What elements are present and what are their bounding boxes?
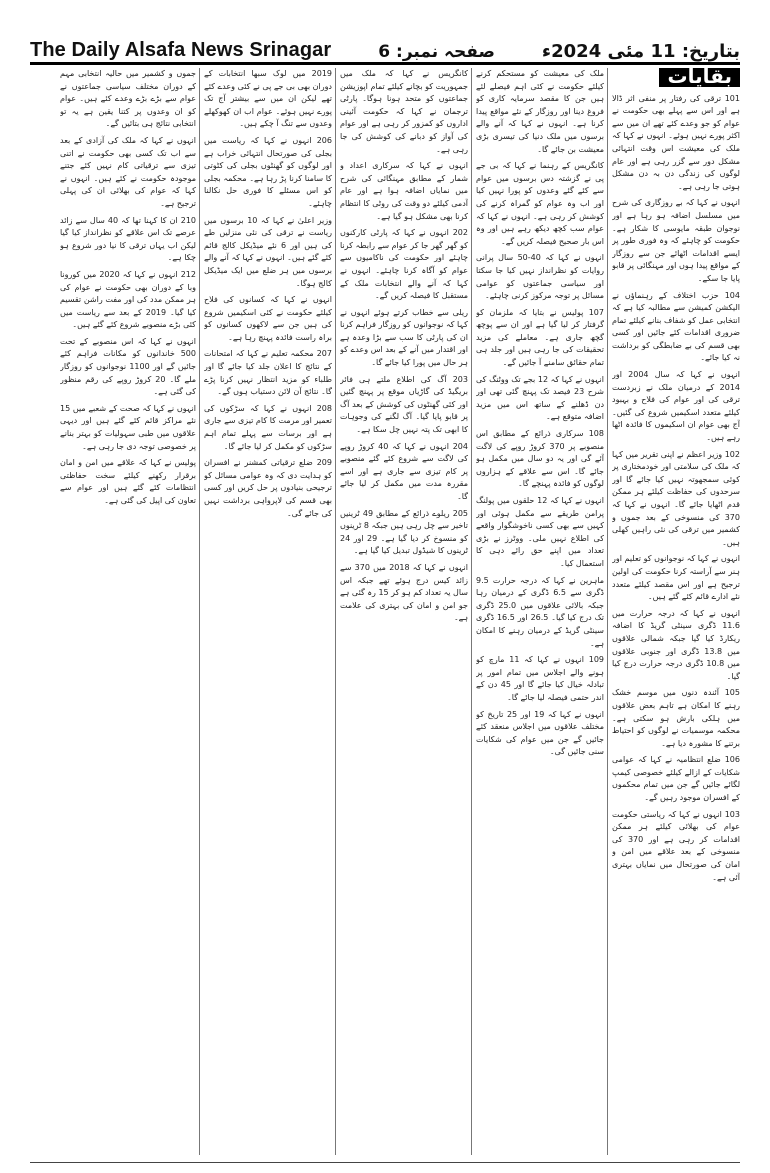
masthead-rule — [30, 62, 740, 65]
article-paragraph: 108 سرکاری ذرائع کے مطابق اس منصوبے پر 370 کروڑ روپے کی لاگت آئے گی اور یہ دو سال میں مکمل ہو جائے گا۔ اس سے علاقے کے ہزاروں لوگوں کو فائدہ پہنچے گا۔ — [476, 429, 604, 489]
article-paragraph: 203 آگ کی اطلاع ملتے ہی فائر بریگیڈ کی گاڑیاں موقع پر پہنچ گئیں اور کئی گھنٹوں کی کوشش کے بعد آگ پر قابو پایا گیا۔ آگ لگنے کی وجوہات کا ابھی تک پتہ نہیں چل سکا ہے۔ — [340, 374, 468, 435]
article-paragraph: جموں و کشمیر میں حالیہ انتخابی مہم کے دوران مختلف سیاسی جماعتوں نے عوام سے بڑے بڑے وعدے کئے ہیں۔ عوام کو ان وعدوں پر کتنا یقین ہے یہ تو انتخابی نتائج ہی بتائیں گے۔ — [60, 69, 196, 129]
article-paragraph: کانگریس کے رہنما نے کہا کہ بی جے پی نے گزشتہ دس برسوں میں عوام سے کئے گئے وعدوں کو پورا نہیں کیا اور اب وہ عوام کو گمراہ کرنے کی کوشش کر رہی ہے۔ انہوں نے کہا کہ عوام سب کچھ دیکھ رہے ہیں اور وہ اس بار صحیح فیصلہ کریں گے۔ — [476, 161, 604, 246]
article-paragraph: کانگریس نے کہا کہ ملک میں جمہوریت کو بچانے کیلئے تمام اپوزیشن جماعتوں کو متحد ہونا ہوگا۔ پارٹی ترجمان نے کہا کہ حکومت آئینی اداروں کو کمزور کر رہی ہے اور عوام کی آواز کو دبانے کی کوشش کی جا رہی ہے۔ — [340, 69, 468, 154]
article-paragraph: انہوں نے کہا کہ 12 حلقوں میں پولنگ پرامن طریقے سے مکمل ہوئی اور کہیں سے بھی کسی ناخوشگوار واقعے کی اطلاع نہیں ملی۔ ووٹرز نے بڑی تعداد میں اپنے حق رائے دہی کا استعمال کیا۔ — [476, 496, 604, 568]
article-paragraph: پولیس نے کہا کہ علاقے میں امن و امان برقرار رکھنے کیلئے سخت حفاظتی انتظامات کئے گئے ہیں اور عوام سے تعاون کی اپیل کی گئی ہے۔ — [60, 458, 196, 505]
date-label: بتاریخ: 11 مئی 2024ء — [541, 41, 740, 62]
masthead — [30, 30, 740, 62]
article-paragraph: ماہرین نے کہا کہ درجہ حرارت 9.5 ڈگری سے 6.5 ڈگری کے درمیان رہا جبکہ بالائی علاقوں میں 25.0 ڈگری تک درج کیا گیا۔ 26.5 اور 16.5 ڈگری سینٹی گریڈ کے درمیان رہنے کا امکان ہے۔ — [476, 575, 604, 648]
column-2 — [476, 68, 604, 1155]
article-paragraph: 101 ترقی کی رفتار پر منفی اثر ڈالا ہے اور اس سے پہلے بھی حکومت نے عوام کو جو وعدے کئے تھے ان میں سے اکثر پورے نہیں ہوئے۔ انہوں نے کہا کہ ملک کی معیشت اس وقت انتہائی مشکل دور سے گزر رہی ہے اور عام لوگوں کی زندگی دن بہ دن مشکل ہوتی جا رہی ہے۔ — [612, 93, 740, 191]
article-paragraph: 206 انہوں نے کہا کہ ریاست میں بجلی کی صورتحال انتہائی خراب ہے اور لوگوں کو گھنٹوں بجلی کی کٹوتی کا سامنا کرنا پڑ رہا ہے۔ محکمہ بجلی کو اس مسئلے کا فوری حل نکالنا چاہئے۔ — [204, 135, 332, 208]
column-divider — [607, 68, 608, 1155]
article-paragraph: 107 پولیس نے بتایا کہ ملزمان کو گرفتار کر لیا گیا ہے اور ان سے پوچھ گچھ جاری ہے۔ معاملے کی مزید تحقیقات کی جا رہی ہیں اور جلد ہی تمام حقائق سامنے آ جائیں گے۔ — [476, 307, 604, 368]
column-5 — [60, 68, 196, 1155]
article-paragraph: انہوں نے کہا کہ ملک کی آزادی کے بعد سے اب تک کسی بھی حکومت نے اتنی تیزی سے ترقیاتی کام نہیں کئے جتنے موجودہ حکومت نے کئے ہیں۔ انہوں نے کہا کہ عوام کی بھلائی ان کی پہلی ترجیح ہے۔ — [60, 135, 196, 208]
article-paragraph: 209 ضلع ترقیاتی کمشنر نے افسران کو ہدایت دی کہ وہ عوامی مسائل کو ترجیحی بنیادوں پر حل کریں اور کسی بھی قسم کی لاپرواہی برداشت نہیں کی جائے گی۔ — [204, 458, 332, 518]
column-3 — [340, 68, 468, 1155]
column-4 — [204, 68, 332, 1155]
column-1 — [612, 68, 740, 1155]
article-paragraph: انہوں نے کہا کہ 12 بجے تک ووٹنگ کی شرح 23 فیصد تک پہنچ گئی تھی اور دن ڈھلنے کے ساتھ اس میں مزید اضافہ متوقع ہے۔ — [476, 374, 604, 422]
section-banner: بقایات — [659, 68, 740, 87]
article-paragraph: 2019 میں لوک سبھا انتخابات کے دوران بھی بی جے پی نے کئی وعدے کئے تھے لیکن ان میں سے بیشتر آج تک پورے نہیں ہوئے۔ عوام اب ان کھوکھلے وعدوں سے تنگ آ چکے ہیں۔ — [204, 69, 332, 129]
footer-rule — [30, 1162, 740, 1163]
article-paragraph: انہوں نے کہا کہ نوجوانوں کو تعلیم اور ہنر سے آراستہ کرنا حکومت کی اولین ترجیح ہے اور اس مقصد کیلئے متعدد نئے ادارے قائم کئے گئے ہیں۔ — [612, 554, 740, 602]
article-paragraph: انہوں نے کہا کہ بے روزگاری کی شرح میں مسلسل اضافہ ہو رہا ہے اور نوجوان طبقہ مایوسی کا شکار ہے۔ حکومت کو چاہئے کہ وہ فوری طور پر ایسے اقدامات اٹھائے جن سے روزگار کے مواقع پیدا ہوں اور مہنگائی پر قابو پایا جا سکے۔ — [612, 198, 740, 283]
article-paragraph: 208 انہوں نے کہا کہ سڑکوں کی تعمیر اور مرمت کا کام تیزی سے جاری ہے اور برسات سے پہلے تمام اہم سڑکوں کو مکمل کر لیا جائے گا۔ — [204, 403, 332, 451]
article-paragraph: 210 ان کا کہنا تھا کہ 40 سال سے زائد عرصے تک اس علاقے کو نظرانداز کیا گیا لیکن اب یہاں ترقی کا نیا دور شروع ہو چکا ہے۔ — [60, 215, 196, 263]
article-paragraph: ریلی سے خطاب کرتے ہوئے انہوں نے کہا کہ نوجوانوں کو روزگار فراہم کرنا ان کی پارٹی کا سب سے بڑا وعدہ ہے اور اقتدار میں آنے کے بعد اس وعدے کو ہر حال میں پورا کیا جائے گا۔ — [340, 307, 468, 368]
column-divider — [199, 68, 200, 1155]
article-paragraph: انہوں نے کہا کہ اس منصوبے کے تحت 500 خاندانوں کو مکانات فراہم کئے جائیں گے اور 1100 نوجوانوں کو روزگار ملے گا۔ 20 کروڑ روپے کی رقم منظور کی گئی ہے۔ — [60, 336, 196, 397]
article-paragraph: 109 انہوں نے کہا کہ 11 مارچ کو ہونے والے اجلاس میں تمام امور پر تبادلہ خیال کیا جائے گا اور 45 دن کے اندر حتمی فیصلہ لیا جائے گا۔ — [476, 655, 604, 702]
article-paragraph: انہوں نے کہا کہ سرکاری اعداد و شمار کے مطابق مہنگائی کی شرح میں نمایاں اضافہ ہوا ہے اور عام آدمی کیلئے دو وقت کی روٹی کا انتظام کرنا بھی مشکل ہو گیا ہے۔ — [340, 161, 468, 221]
article-paragraph: وزیر اعلیٰ نے کہا کہ 10 برسوں میں ریاست نے ترقی کی نئی منزلیں طے کی ہیں اور 6 نئے میڈیکل کالج قائم کئے گئے ہیں۔ انہوں نے کہا کہ آنے والے برسوں میں ہر ضلع میں ایک میڈیکل کالج ہوگا۔ — [204, 215, 332, 288]
article-paragraph: 103 انہوں نے کہا کہ ریاستی حکومت عوام کی بھلائی کیلئے ہر ممکن اقدامات کر رہی ہے اور 370 کی منسوخی کے بعد علاقے میں امن و امان کی صورتحال میں نمایاں بہتری آئی ہے۔ — [612, 809, 740, 882]
article-paragraph: انہوں نے کہا کہ سال 2004 اور 2014 کے درمیان ملک نے زبردست ترقی کی اور عوام کی فلاح و بہبود کیلئے متعدد اسکیمیں شروع کی گئیں۔ آج بھی عوام ان اسکیموں کا فائدہ اٹھا رہے ہیں۔ — [612, 370, 740, 443]
article-paragraph: 202 انہوں نے کہا کہ پارٹی کارکنوں کو گھر گھر جا کر عوام سے رابطہ کرنا چاہئے اور حکومت کی ناکامیوں سے عوام کو آگاہ کرنا چاہئے۔ انہوں نے کہا کہ آنے والے انتخابات ملک کے مستقبل کا فیصلہ کریں گے۔ — [340, 228, 468, 301]
column-divider — [471, 68, 472, 1155]
article-paragraph: 207 محکمہ تعلیم نے کہا کہ امتحانات کے نتائج کا اعلان جلد کیا جائے گا اور طلباء کو مزید انتظار نہیں کرنا پڑے گا۔ نتائج آن لائن دستیاب ہوں گے۔ — [204, 349, 332, 397]
article-paragraph: انہوں نے کہا کہ 19 اور 25 تاریخ کو مختلف علاقوں میں اجلاس منعقد کئے جائیں گے جن میں عوام کی شکایات سنی جائیں گی۔ — [476, 709, 604, 757]
article-paragraph: انہوں نے کہا کہ صحت کے شعبے میں 15 نئے مراکز قائم کئے گئے ہیں اور دیہی علاقوں میں طبی سہولیات کو بہتر بنانے پر خصوصی توجہ دی جا رہی ہے۔ — [60, 403, 196, 451]
article-paragraph: 105 آئندہ دنوں میں موسم خشک رہنے کا امکان ہے تاہم بعض علاقوں میں ہلکی بارش ہو سکتی ہے۔ محکمہ موسمیات نے لوگوں کو احتیاط برتنے کا مشورہ دیا ہے۔ — [612, 688, 740, 748]
page-number-label: صفحہ نمبر: 6 — [378, 42, 495, 62]
article-paragraph: انہوں نے کہا کہ 40-50 سال پرانی روایات کو نظرانداز نہیں کیا جا سکتا اور سیاسی جماعتوں کو عوامی مسائل پر توجہ مرکوز کرنی چاہئے۔ — [476, 253, 604, 301]
article-paragraph: 205 ریلوے ذرائع کے مطابق 49 ٹرینیں تاخیر سے چل رہی ہیں جبکہ 8 ٹرینوں کو منسوخ کر دیا گیا ہے۔ 29 اور 24 ٹرینوں کا شیڈول تبدیل کیا گیا ہے۔ — [340, 508, 468, 556]
article-paragraph: 212 انہوں نے کہا کہ 2020 میں کورونا وبا کے دوران بھی حکومت نے عوام کی ہر ممکن مدد کی اور مفت راشن تقسیم کیا گیا۔ 2019 کے بعد سے ریاست میں کئی بڑے منصوبے شروع کئے گئے ہیں۔ — [60, 269, 196, 330]
article-paragraph: 106 ضلع انتظامیہ نے کہا کہ عوامی شکایات کے ازالے کیلئے خصوصی کیمپ لگائے جائیں گے جن میں تمام محکموں کے افسران موجود رہیں گے۔ — [612, 755, 740, 803]
article-paragraph: انہوں نے کہا کہ 2018 میں 370 سے زائد کیس درج ہوئے تھے جبکہ اس سال یہ تعداد کم ہو کر 15 رہ گئی ہے جو امن و امان کی بہتری کی علامت ہے۔ — [340, 562, 468, 623]
article-paragraph: ملک کی معیشت کو مستحکم کرنے کیلئے حکومت نے کئی اہم فیصلے لئے ہیں جن کا مقصد سرمایہ کاری کو فروغ دینا اور روزگار کے نئے مواقع پیدا کرنا ہے۔ انہوں نے کہا کہ آنے والے برسوں میں ملک دنیا کی تیسری بڑی معیشت بن جائے گا۔ — [476, 69, 604, 154]
article-paragraph: 204 انہوں نے کہا کہ 40 کروڑ روپے کی لاگت سے شروع کئے گئے منصوبے پر کام تیزی سے جاری ہے اور اسے مقررہ مدت میں مکمل کر لیا جائے گا۔ — [340, 441, 468, 501]
article-paragraph: 102 وزیر اعظم نے اپنی تقریر میں کہا کہ ملک کی سلامتی اور خودمختاری پر کوئی سمجھوتہ نہیں کیا جائے گا اور سرحدوں کی حفاظت کیلئے ہر ممکن قدم اٹھایا جائے گا۔ انہوں نے کہا کہ 370 کی منسوخی کے بعد جموں و کشمیر میں ترقی کی نئی راہیں کھلی ہیں۔ — [612, 449, 740, 547]
article-paragraph: انہوں نے کہا کہ درجہ حرارت میں 11.6 ڈگری سینٹی گریڈ کا اضافہ ریکارڈ کیا گیا جبکہ شمالی علاقوں میں 13.8 ڈگری اور جنوبی علاقوں میں 10.8 ڈگری درجہ حرارت درج کیا گیا۔ — [612, 608, 740, 681]
column-divider — [335, 68, 336, 1155]
paper-name: The Daily Alsafa News Srinagar — [30, 39, 332, 61]
article-paragraph: انہوں نے کہا کہ کسانوں کی فلاح کیلئے حکومت نے کئی اسکیمیں شروع کی ہیں جن سے لاکھوں کسانوں کو براہ راست فائدہ پہنچ رہا ہے۔ — [204, 295, 332, 342]
article-paragraph: 104 حزب اختلاف کے رہنماؤں نے الیکشن کمیشن سے مطالبہ کیا ہے کہ انتخابی عمل کو شفاف بنانے کیلئے تمام ضروری اقدامات کئے جائیں اور کسی بھی قسم کی بے ضابطگی کو برداشت نہ کیا جائے۔ — [612, 290, 740, 363]
